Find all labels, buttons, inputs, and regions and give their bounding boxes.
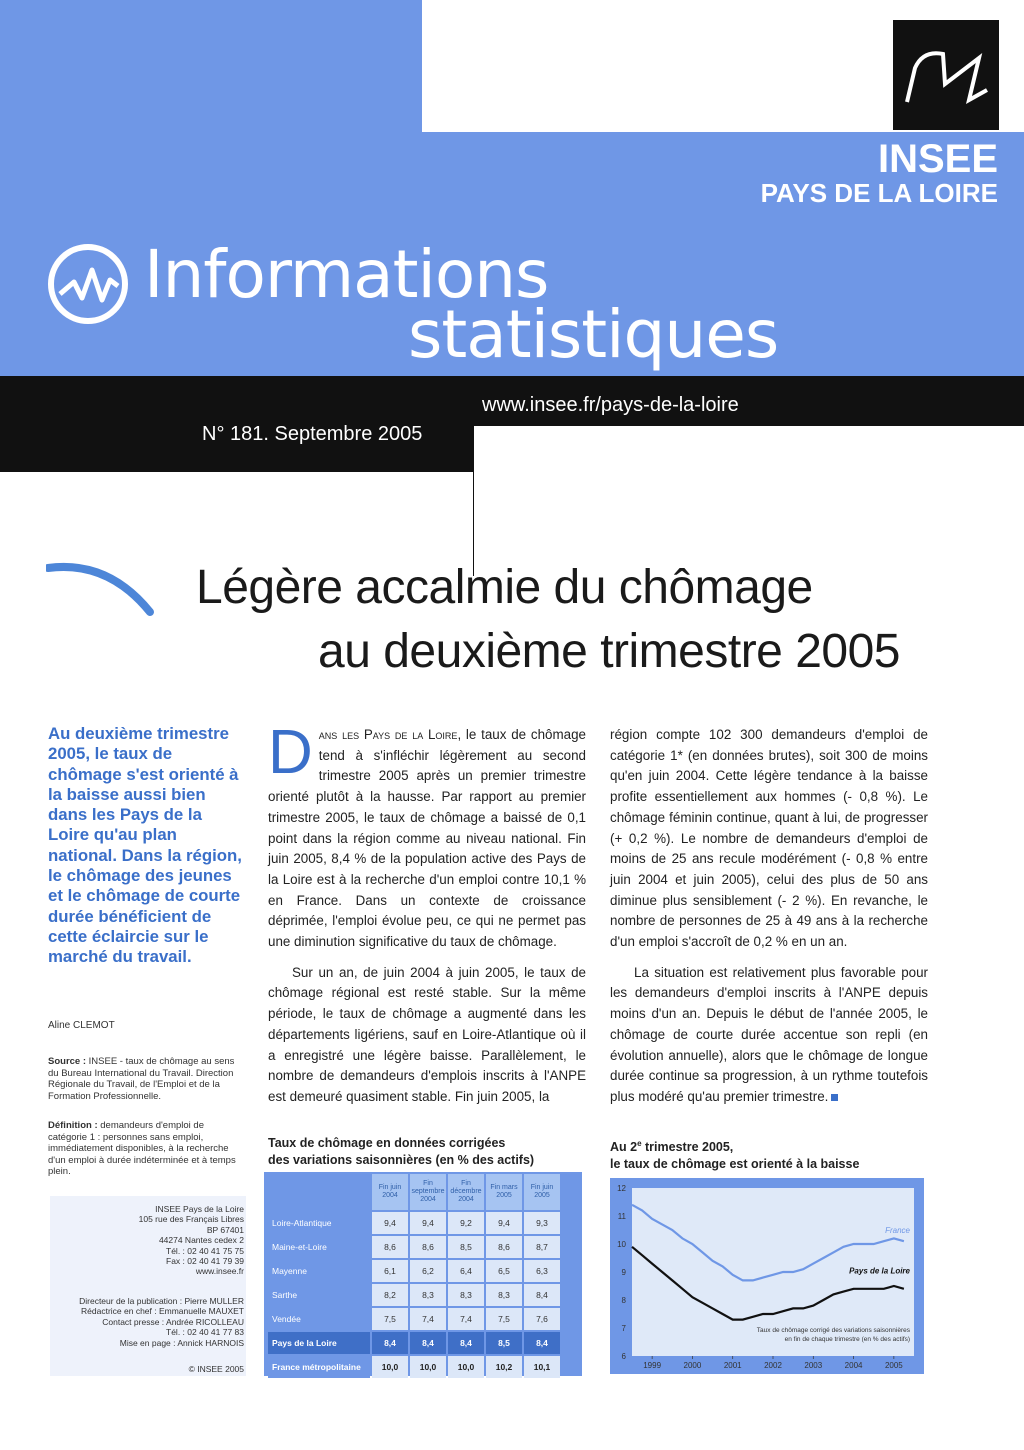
credit-line: Contact presse : Andrée RICOLLEAU bbox=[102, 1316, 244, 1327]
table-cell: 8,3 bbox=[410, 1284, 446, 1306]
table-cell: 8,6 bbox=[486, 1236, 522, 1258]
headline-line1: Légère accalmie du chômage bbox=[196, 561, 813, 614]
title-statistiques: statistiques bbox=[408, 296, 779, 373]
row-label: Vendée bbox=[268, 1308, 370, 1330]
table-row bbox=[268, 1236, 560, 1258]
chart-title-sup: e bbox=[637, 1139, 642, 1148]
table-cell: 8,4 bbox=[372, 1332, 408, 1354]
y-tick-label: 6 bbox=[621, 1352, 626, 1361]
table-cell: 10,0 bbox=[448, 1356, 484, 1378]
x-tick-label: 2004 bbox=[844, 1361, 863, 1370]
address-line: Tél. : 02 40 41 75 75 bbox=[166, 1245, 244, 1256]
body-column-2 bbox=[610, 725, 928, 1108]
body-paragraph-4 bbox=[610, 963, 928, 1108]
table-title-line2: des variations saisonnières (en % des actifs) bbox=[268, 1153, 535, 1167]
row-label: Sarthe bbox=[268, 1284, 370, 1306]
unemployment-table bbox=[266, 1172, 562, 1380]
chart-title-line2: le taux de chômage est orienté à la baisse bbox=[610, 1157, 860, 1172]
banner-gap bbox=[422, 0, 740, 132]
table-title-line1: Taux de chômage en données corrigées bbox=[268, 1136, 506, 1150]
y-tick-label: 10 bbox=[617, 1240, 626, 1249]
y-tick-label: 7 bbox=[621, 1324, 626, 1333]
table-row bbox=[268, 1260, 560, 1282]
table-cell: 10,0 bbox=[372, 1356, 408, 1378]
table-cell: 6,5 bbox=[486, 1260, 522, 1282]
chart-title-part: trimestre 2005, bbox=[641, 1140, 734, 1155]
table-header-row bbox=[268, 1174, 560, 1210]
table-cell: 8,5 bbox=[486, 1332, 522, 1354]
address-link[interactable]: www.insee.fr bbox=[195, 1266, 244, 1277]
table-row bbox=[268, 1332, 560, 1354]
credit-line: Mise en page : Annick HARNOIS bbox=[119, 1337, 244, 1348]
table-cell: 8,4 bbox=[410, 1332, 446, 1354]
column-header: Fin juin 2005 bbox=[524, 1174, 560, 1210]
table-row bbox=[268, 1284, 560, 1306]
table-cell: 8,6 bbox=[410, 1236, 446, 1258]
row-label: Loire-Atlantique bbox=[268, 1212, 370, 1234]
table-corner bbox=[268, 1174, 370, 1210]
source-text: INSEE - taux de chômage au sens du Bureau International du Travail. Direction Régionale du Travail, de l'Emploi et de la Formation Professionnelle. bbox=[48, 1056, 235, 1102]
issue-number: N° 181. Septembre 2005 bbox=[202, 423, 423, 445]
table-cell: 7,6 bbox=[524, 1308, 560, 1330]
table-cell: 8,2 bbox=[372, 1284, 408, 1306]
brand-insee: INSEE bbox=[877, 137, 998, 181]
copyright: © INSEE 2005 bbox=[188, 1364, 244, 1374]
divider-line bbox=[473, 426, 474, 576]
body-paragraph-1-text: , le taux de chômage tend à s'infléchir légèrement au second trimestre 2005 après un premier trimestre orienté plutôt à la hausse. Par rapport au premier trimestre 2005, le taux de chômage a baissé de 0,1 point dans la région comme au niveau national. Fin juin 2005, 8,4 % de la population active des Pays de la Loire est à la recherche d'un emploi contre 10,1 % en France. Dans un contexte de croissance déprimée, l'emploi évolue peu, ce qui ne permet pas une diminution significative du taux de chômage. bbox=[268, 727, 586, 950]
table-cell: 8,7 bbox=[524, 1236, 560, 1258]
table-cell: 8,6 bbox=[372, 1236, 408, 1258]
table-row bbox=[268, 1212, 560, 1234]
x-tick-label: 2000 bbox=[683, 1361, 702, 1370]
table-cell: 8,5 bbox=[448, 1236, 484, 1258]
insee-logo-mark-icon bbox=[893, 20, 999, 130]
table-cell: 9,3 bbox=[524, 1212, 560, 1234]
table-title bbox=[268, 1135, 534, 1169]
table-cell: 9,4 bbox=[410, 1212, 446, 1234]
pulse-circle-icon bbox=[46, 242, 130, 326]
table-row bbox=[268, 1308, 560, 1330]
table-cell: 6,3 bbox=[524, 1260, 560, 1282]
credit-line: Rédactrice en chef : Emmanuelle MAUXET bbox=[81, 1306, 244, 1317]
chart-title-part: Au 2 bbox=[610, 1140, 638, 1155]
chart-note-line2: en fin de chaque trimestre (en % des actifs) bbox=[784, 1336, 910, 1343]
unemployment-line-chart bbox=[610, 1178, 924, 1374]
address-line: INSEE Pays de la Loire bbox=[155, 1204, 244, 1214]
address-line: BP 67401 bbox=[206, 1224, 244, 1235]
table-cell: 8,3 bbox=[486, 1284, 522, 1306]
arc-decoration-icon bbox=[46, 558, 156, 618]
definition-note bbox=[48, 1120, 238, 1178]
table-cell: 9,4 bbox=[486, 1212, 522, 1234]
info-logo bbox=[46, 242, 130, 331]
row-label: Pays de la Loire bbox=[268, 1332, 370, 1354]
brand-region: PAYS DE LA LOIRE bbox=[760, 178, 998, 208]
small-caps-lead: ans les Pays de la Loire bbox=[318, 727, 458, 742]
table-cell: 7,4 bbox=[448, 1308, 484, 1330]
body-paragraph-2: Sur un an, de juin 2004 à juin 2005, le taux de chômage régional est resté stable. Sur la même période, le taux de chômage a augmenté dans les départements ligériens, sauf en Loire-Atlantique où il a enregistré une légère baisse. Parallèlement, le nombre de demandeurs d'emplois inscrits à l'ANPE est demeuré quasiment stable. Fin juin 2005, la bbox=[268, 964, 586, 1104]
chart-title-line1 bbox=[610, 1135, 859, 1156]
row-label: Maine-et-Loire bbox=[268, 1236, 370, 1258]
chart-note-line1: Taux de chômage corrigé des variations saisonnières bbox=[756, 1327, 910, 1334]
drop-cap: D bbox=[268, 718, 313, 787]
x-tick-label: 1999 bbox=[643, 1361, 662, 1370]
author: Aline CLEMOT bbox=[48, 1020, 115, 1031]
definition-text: demandeurs d'emploi de catégorie 1 : personnes sans emploi, immédiatement disponibles, à la recherche d'un emploi à durée indéterminée et à temps plein. bbox=[48, 1120, 236, 1177]
insee-logo bbox=[893, 20, 999, 130]
table-cell: 10,2 bbox=[486, 1356, 522, 1378]
row-label: France métropolitaine bbox=[268, 1356, 370, 1378]
column-header: Fin septembre 2004 bbox=[410, 1174, 446, 1210]
table-cell: 6,4 bbox=[448, 1260, 484, 1282]
table-cell: 9,2 bbox=[448, 1212, 484, 1234]
table-cell: 10,0 bbox=[410, 1356, 446, 1378]
address-line: 44274 Nantes cedex 2 bbox=[158, 1235, 244, 1246]
address-line: Fax : 02 40 41 79 39 bbox=[166, 1256, 244, 1267]
credit-line: Tél. : 02 40 41 77 83 bbox=[166, 1327, 244, 1338]
table-cell: 10,1 bbox=[524, 1356, 560, 1378]
y-tick-label: 12 bbox=[617, 1184, 626, 1193]
x-tick-label: 2002 bbox=[764, 1361, 782, 1370]
address-block bbox=[60, 1204, 244, 1277]
table-cell: 9,4 bbox=[372, 1212, 408, 1234]
column-header: Fin mars 2005 bbox=[486, 1174, 522, 1210]
credit-line: Directeur de la publication : Pierre MULLER bbox=[79, 1296, 244, 1306]
table-row bbox=[268, 1356, 560, 1378]
x-tick-label: 2005 bbox=[884, 1361, 903, 1370]
credits-block bbox=[60, 1296, 244, 1348]
x-tick-label: 2001 bbox=[723, 1361, 742, 1370]
table-cell: 8,4 bbox=[524, 1284, 560, 1306]
body-column-1 bbox=[268, 718, 586, 1108]
chart-title bbox=[610, 1135, 859, 1173]
address-line: 105 rue des Français Libres bbox=[138, 1214, 244, 1225]
source-label: Source : bbox=[48, 1056, 87, 1067]
series-label-pays-de-la-loire: Pays de la Loire bbox=[849, 1266, 910, 1276]
site-url[interactable]: www.insee.fr/pays-de-la-loire bbox=[482, 394, 739, 416]
body-paragraph-1 bbox=[268, 718, 586, 953]
table-cell: 6,2 bbox=[410, 1260, 446, 1282]
headline-line2: au deuxième trimestre 2005 bbox=[318, 625, 900, 678]
source-note bbox=[48, 1056, 238, 1102]
table-cell: 8,3 bbox=[448, 1284, 484, 1306]
table-cell: 8,4 bbox=[524, 1332, 560, 1354]
definition-label: Définition : bbox=[48, 1120, 98, 1131]
column-header: Fin juin 2004 bbox=[372, 1174, 408, 1210]
y-tick-label: 11 bbox=[617, 1212, 626, 1221]
title-informations: Informations bbox=[144, 236, 549, 313]
lead-paragraph: Au deuxième trimestre 2005, le taux de chômage s'est orienté à la baisse aussi bien dans les Pays de la Loire qu'au plan national. Dans la région, le chômage des jeunes et le chômage de courte durée bénéficient de cette éclaircie sur le marché du travail. bbox=[48, 724, 242, 967]
body-paragraph-4-text: La situation est relativement plus favorable pour les demandeurs d'emploi inscrits à l'ANPE depuis moins d'un an. Depuis le début de l'année 2005, le chômage de courte durée accentue son repli (en évolution annuelle), alors que le chômage de longue durée continue sa progression, à un rythme toutefois plus modéré qu'au premier trimestre. bbox=[610, 964, 928, 1104]
table-cell: 7,5 bbox=[486, 1308, 522, 1330]
y-tick-label: 9 bbox=[621, 1268, 626, 1277]
row-label: Mayenne bbox=[268, 1260, 370, 1282]
body-paragraph-3: région compte 102 300 demandeurs d'emploi de catégorie 1* (en données brutes), soit 300 de moins qu'en juin 2004. Cette légère tendance à la baisse profite essentiellement aux hommes (- 0,8 %). Le chômage féminin continue, quant à lui, de progresser (+ 0,2 %). Le nombre de demandeurs d'emploi de moins de 25 ans recule modérément (- 0,8 % entre juin 2004 et juin 2005), celui des plus de 50 ans diminue plus sensiblement (- 2 %). En revanche, le nombre de personnes de 25 à 49 ans à la recherche d'un emploi s'accroît de 0,2 % en un an. bbox=[610, 727, 928, 950]
table-cell: 8,4 bbox=[448, 1332, 484, 1354]
table-cell: 7,4 bbox=[410, 1308, 446, 1330]
column-header: Fin décembre 2004 bbox=[448, 1174, 484, 1210]
x-tick-label: 2003 bbox=[804, 1361, 823, 1370]
table-cell: 6,1 bbox=[372, 1260, 408, 1282]
table-cell: 7,5 bbox=[372, 1308, 408, 1330]
end-mark-icon bbox=[831, 1094, 838, 1101]
series-label-france: France bbox=[885, 1225, 910, 1235]
y-tick-label: 8 bbox=[621, 1296, 626, 1305]
